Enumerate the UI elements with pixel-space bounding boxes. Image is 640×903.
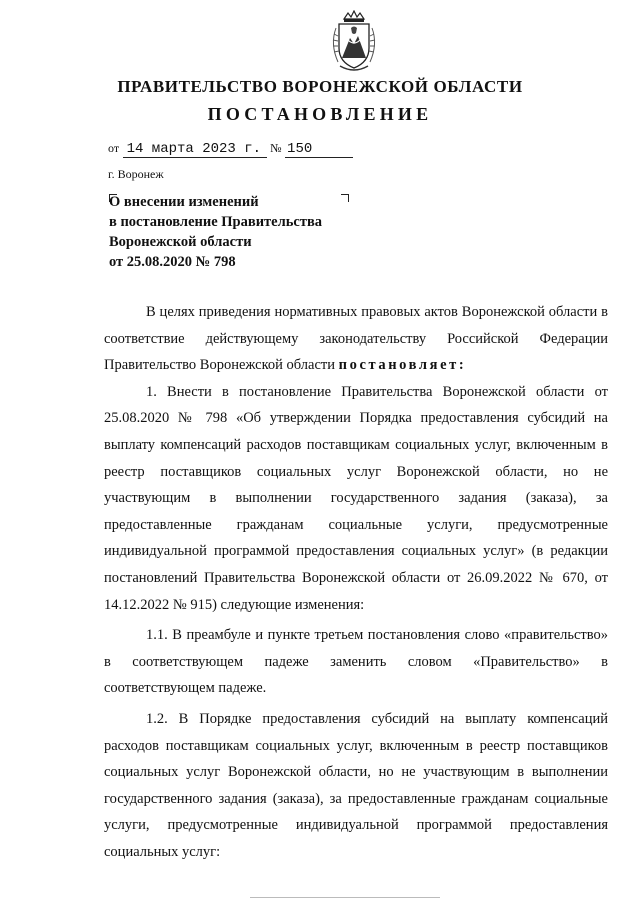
resolves-word: постановляет: [338,357,467,374]
date-prefix: от [108,141,120,155]
item-1-1-paragraph: 1.1. В преамбуле и пункте третьем постановления слово «правительство» в соответствующем падеже заменить словом «Правительство» в соответствующем падеже. [104,627,608,697]
document-number: 150 [285,142,353,158]
document-date: 14 марта 2023 г. [123,142,267,158]
item-1-paragraph: 1. Внести в постановление Правительства Воронежской области от 25.08.2020 № 798 «Об утверждении Порядка предоставления субсидий на выплату компенсаций расходов поставщикам социальных услуг, включенным в реестр поставщиков социальных услуг Воронежской области, но не участвующим в выполнении государственного задания (заказа), за предоставленные гражданам социальные услуги, предусмотренные индивидуальной программой предоставления социальных услуг» (в редакции постановлений Правительства Воронежской области от 26.09.2022 № 670, от 14.12.2022 № 915) следующие изменения: [104,383,608,613]
date-number-line [108,141,353,158]
page-bottom-mark [250,897,440,898]
voronezh-coat-of-arms-icon [326,10,382,74]
document-type-heading: ПОСТАНОВЛЕНИЕ [207,104,433,124]
subject-line: О внесении изменений [109,194,259,210]
preamble-text: В целях приведения нормативных правовых актов Воронежской области в соответствие действующему законодательству Российской Федерации Правительство Воронежской области [104,304,608,374]
subject-line: Воронежской области [109,234,252,250]
subject-line: от 25.08.2020 № 798 [109,254,236,270]
number-prefix: № [270,141,282,155]
organization-title: ПРАВИТЕЛЬСТВО ВОРОНЕЖСКОЙ ОБЛАСТИ [117,77,523,96]
city-name: г. Воронеж [108,167,164,181]
document-subject [109,192,359,272]
item-1-2-paragraph: 1.2. В Порядке предоставления субсидий на выплату компенсаций расходов поставщикам социальных услуг, включенным в реестр поставщиков социальных услуг Воронежской области, но не участвующим в выполнении государственного задания (заказа), за предоставленные гражданам социальные услуги, предусмотренные индивидуальной программой предоставления социальных услуг: [104,710,608,860]
document-body [104,299,608,865]
subject-line: в постановление Правительства [109,214,323,230]
preamble-paragraph [104,299,608,379]
